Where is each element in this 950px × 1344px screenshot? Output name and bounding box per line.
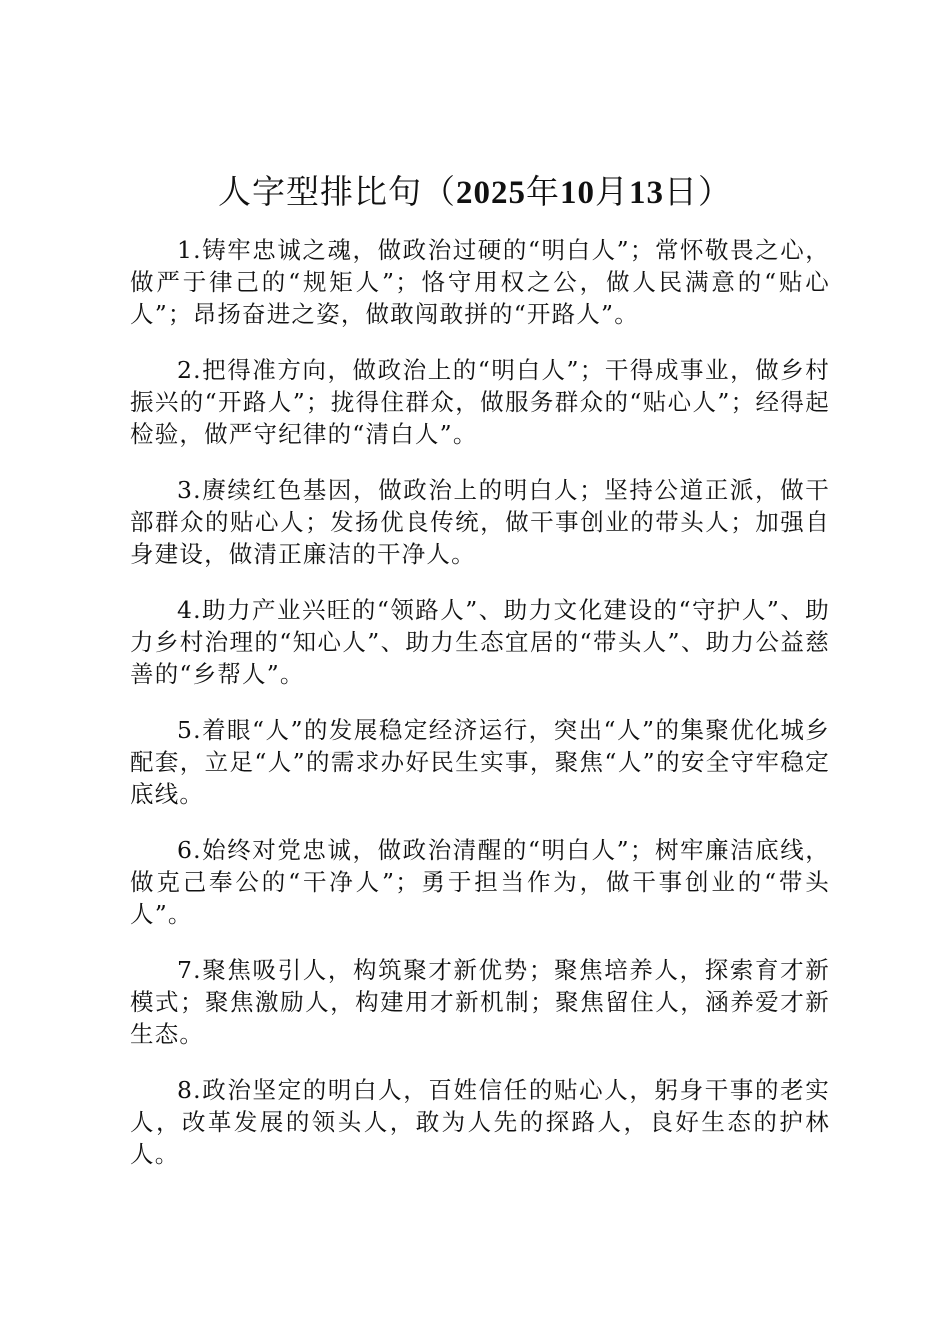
paragraph-8: 8.政治坚定的明白人，百姓信任的贴心人，躬身干事的老实人，改革发展的领头人，敢为人先的探路人，良好生态的护林人。 <box>130 1076 830 1168</box>
title-month-unit: 月 <box>595 172 629 211</box>
title-day: 13 <box>629 175 664 211</box>
paragraph-1: 1.铸牢忠诚之魂，做政治过硬的“明白人”；常怀敬畏之心，做严于律己的“规矩人”；恪守用权之公，做人民满意的“贴心人”；昂扬奋进之姿，做敢闯敢拼的“开路人”。 <box>130 236 830 328</box>
title-year: 2025 <box>456 175 526 211</box>
paragraph-6: 6.始终对党忠诚，做政治清醒的“明白人”；树牢廉洁底线，做克己奉公的“干净人”；勇于担当作为，做干事创业的“带头人”。 <box>130 836 830 928</box>
paragraph-5: 5.着眼“人”的发展稳定经济运行，突出“人”的集聚优化城乡配套，立足“人”的需求办好民生实事，聚焦“人”的安全守牢稳定底线。 <box>130 716 830 808</box>
title-day-unit: 日） <box>664 172 732 211</box>
document-title <box>0 168 950 217</box>
paragraph-7: 7.聚焦吸引人，构筑聚才新优势；聚焦培养人，探索育才新模式；聚焦激励人，构建用才新机制；聚焦留住人，涵养爱才新生态。 <box>130 956 830 1048</box>
paragraph-2: 2.把得准方向，做政治上的“明白人”；干得成事业，做乡村振兴的“开路人”；拢得住群众，做服务群众的“贴心人”；经得起检验，做严守纪律的“清白人”。 <box>130 356 830 448</box>
title-prefix: 人字型排比句（ <box>218 172 456 211</box>
title-month: 10 <box>560 175 595 211</box>
document-body <box>130 234 830 1194</box>
title-year-unit: 年 <box>526 172 560 211</box>
paragraph-4: 4.助力产业兴旺的“领路人”、助力文化建设的“守护人”、助力乡村治理的“知心人”、助力生态宜居的“带头人”、助力公益慈善的“乡帮人”。 <box>130 596 830 688</box>
paragraph-3: 3.赓续红色基因，做政治上的明白人；坚持公道正派，做干部群众的贴心人；发扬优良传统，做干事创业的带头人；加强自身建设，做清正廉洁的干净人。 <box>130 476 830 568</box>
